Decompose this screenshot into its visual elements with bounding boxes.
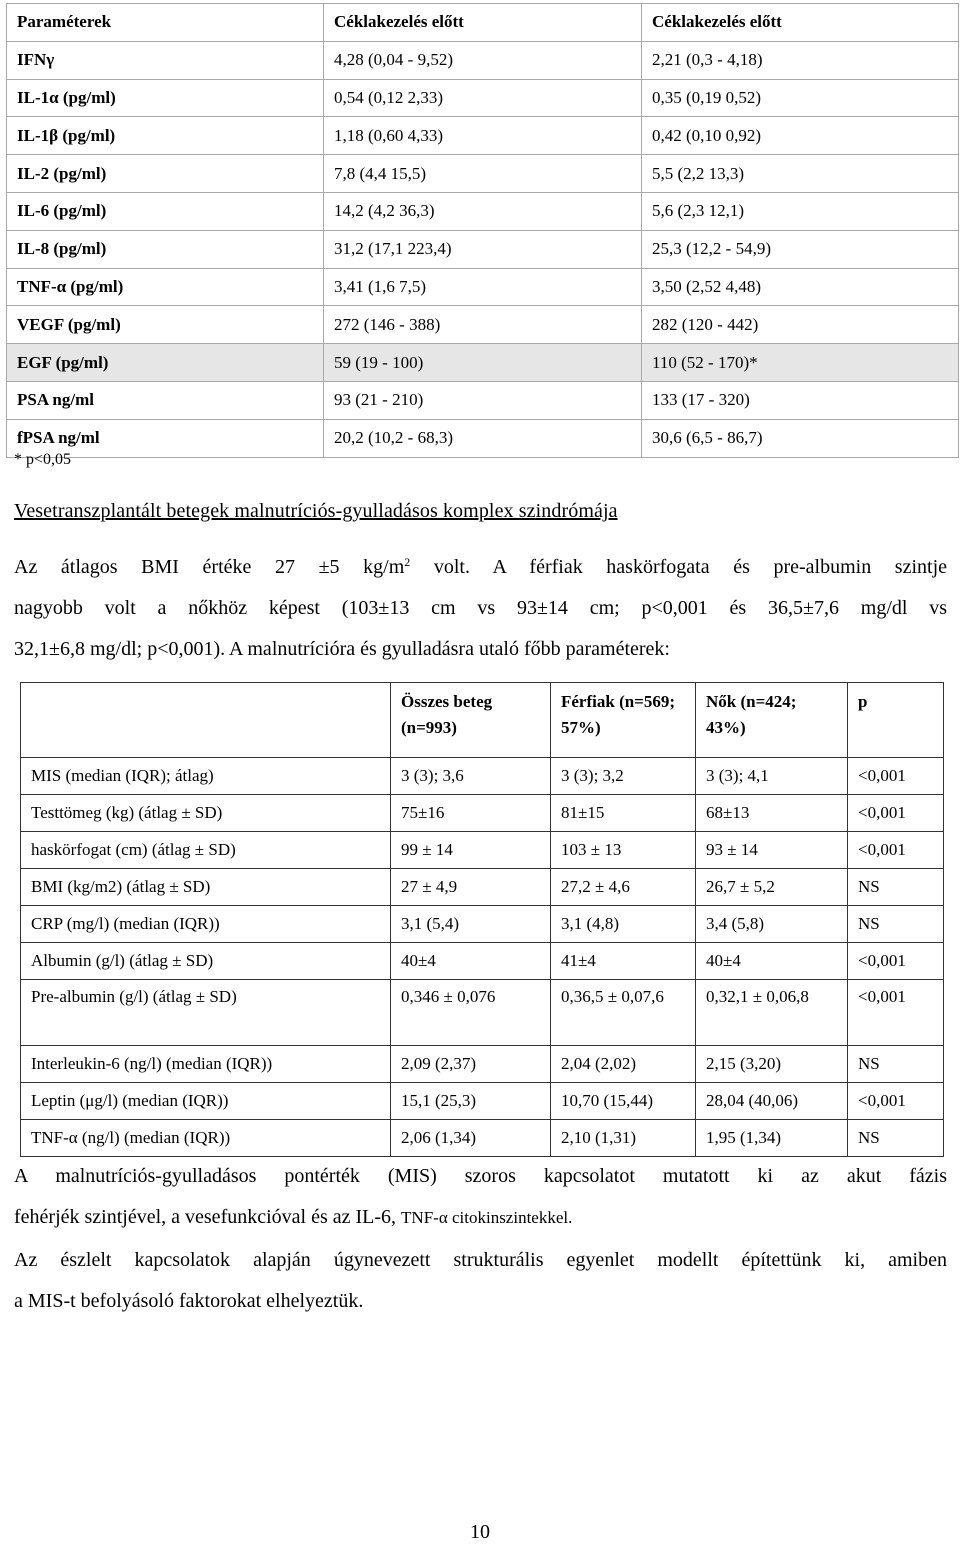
parameter-cell: Interleukin-6 (ng/l) (median (IQR)) (21, 1046, 391, 1083)
table-row (21, 758, 944, 795)
paragraph-mis (14, 1156, 947, 1238)
table-row (7, 268, 959, 306)
value-cell: 25,3 (12,2 - 54,9) (642, 230, 959, 268)
text-segment: volt. A férfiak haskörfogata és pre-albumin szintje (410, 556, 947, 578)
superscript: 2 (404, 555, 411, 569)
value-cell: 28,04 (40,06) (696, 1083, 848, 1120)
value-cell: 10,70 (15,44) (551, 1083, 696, 1120)
text-segment: TNF-α citokinszintekkel. (401, 1208, 573, 1227)
paragraph-line (14, 547, 947, 588)
value-cell: 20,2 (10,2 - 68,3) (324, 419, 642, 457)
table-row (7, 192, 959, 230)
table-row (21, 795, 944, 832)
value-cell: 272 (146 - 388) (324, 306, 642, 344)
parameter-cell: Testtömeg (kg) (átlag ± SD) (21, 795, 391, 832)
value-cell: 2,10 (1,31) (551, 1120, 696, 1157)
table-row-highlighted (7, 344, 959, 382)
value-cell: 1,95 (1,34) (696, 1120, 848, 1157)
value-cell: 2,04 (2,02) (551, 1046, 696, 1083)
table-row (7, 155, 959, 193)
table-row (7, 117, 959, 155)
paragraph-line: a MIS-t befolyásoló faktorokat elhelyeztük. (14, 1290, 364, 1312)
table-row (21, 943, 944, 980)
table-row (7, 79, 959, 117)
table-row (7, 230, 959, 268)
parameter-cell: TNF-α (pg/ml) (7, 268, 324, 306)
value-cell: 3,1 (5,4) (391, 906, 551, 943)
parameter-cell: PSA ng/ml (7, 381, 324, 419)
paragraph-line: nagyobb volt a nőkhöz képest (103±13 cm vs 93±14 cm; p<0,001 és 36,5±7,6 mg/dl vs (14, 597, 947, 619)
table-row (21, 832, 944, 869)
value-cell: 133 (17 - 320) (642, 381, 959, 419)
table-row (7, 41, 959, 79)
table-row (21, 1046, 944, 1083)
value-cell: 282 (120 - 442) (642, 306, 959, 344)
value-cell: 0,346 ± 0,076 (391, 980, 551, 1046)
value-cell: 3 (3); 4,1 (696, 758, 848, 795)
table-row (21, 980, 944, 1046)
value-cell: 27,2 ± 4,6 (551, 869, 696, 906)
parameter-cell: BMI (kg/m2) (átlag ± SD) (21, 869, 391, 906)
value-cell: 103 ± 13 (551, 832, 696, 869)
value-cell: 30,6 (6,5 - 86,7) (642, 419, 959, 457)
table-row (7, 381, 959, 419)
parameter-cell: IL-1α (pg/ml) (7, 79, 324, 117)
value-cell: 26,7 ± 5,2 (696, 869, 848, 906)
parameter-cell: IL-6 (pg/ml) (7, 192, 324, 230)
section-heading: Vesetranszplantált betegek malnutríciós-gyulladásos komplex szindrómája (14, 500, 618, 522)
value-cell: 3 (3); 3,2 (551, 758, 696, 795)
header-cell: Céklakezelés előtt (324, 4, 642, 42)
header-cell: Céklakezelés előtt (642, 4, 959, 42)
value-cell: 0,36,5 ± 0,07,6 (551, 980, 696, 1046)
p-value-cell: <0,001 (848, 943, 944, 980)
value-cell: 110 (52 - 170)* (642, 344, 959, 382)
paragraph-line: Az észlelt kapcsolatok alapján úgynevezett strukturális egyenlet modellt építettünk ki, amiben (14, 1249, 947, 1271)
p-value-cell: NS (848, 906, 944, 943)
value-cell: 2,06 (1,34) (391, 1120, 551, 1157)
p-value-cell: NS (848, 869, 944, 906)
header-cell (21, 683, 391, 758)
parameter-cell: fPSA ng/ml (7, 419, 324, 457)
value-cell: 31,2 (17,1 223,4) (324, 230, 642, 268)
value-cell: 4,28 (0,04 - 9,52) (324, 41, 642, 79)
value-cell: 40±4 (391, 943, 551, 980)
parameter-cell: Albumin (g/l) (átlag ± SD) (21, 943, 391, 980)
cytokine-table (6, 3, 959, 458)
value-cell: 3 (3); 3,6 (391, 758, 551, 795)
parameter-cell: haskörfogat (cm) (átlag ± SD) (21, 832, 391, 869)
p-value-cell: <0,001 (848, 832, 944, 869)
value-cell: 41±4 (551, 943, 696, 980)
paragraph-bmi (14, 547, 947, 670)
paragraph-line: 32,1±6,8 mg/dl; p<0,001). A malnutrícióra és gyulladásra utaló főbb paraméterek: (14, 638, 670, 660)
value-cell: 0,35 (0,19 0,52) (642, 79, 959, 117)
value-cell: 3,4 (5,8) (696, 906, 848, 943)
value-cell: 0,54 (0,12 2,33) (324, 79, 642, 117)
table-row (7, 419, 959, 457)
value-cell: 2,09 (2,37) (391, 1046, 551, 1083)
value-cell: 3,1 (4,8) (551, 906, 696, 943)
value-cell: 93 ± 14 (696, 832, 848, 869)
table-row (21, 1120, 944, 1157)
value-cell: 2,21 (0,3 - 4,18) (642, 41, 959, 79)
header-cell: Nők (n=424; 43%) (696, 683, 848, 758)
parameter-cell: VEGF (pg/ml) (7, 306, 324, 344)
p-value-cell: <0,001 (848, 980, 944, 1046)
value-cell: 1,18 (0,60 4,33) (324, 117, 642, 155)
p-value-cell: <0,001 (848, 758, 944, 795)
text-segment: fehérjék szintjével, a vesefunkcióval és az IL-6, (14, 1206, 402, 1228)
paragraph-model (14, 1240, 947, 1322)
table-header-row (21, 683, 944, 758)
malnutrition-table (20, 682, 944, 1157)
value-cell: 40±4 (696, 943, 848, 980)
parameter-cell: IL-2 (pg/ml) (7, 155, 324, 193)
table-row (7, 306, 959, 344)
table-footnote: * p<0,05 (14, 451, 72, 468)
parameter-cell: MIS (median (IQR); átlag) (21, 758, 391, 795)
value-cell: 2,15 (3,20) (696, 1046, 848, 1083)
paragraph-line (14, 1197, 947, 1238)
text-segment: Az átlagos BMI értéke 27 ±5 kg/m (14, 556, 405, 578)
table-header-row (7, 4, 959, 42)
parameter-cell: TNF-α (ng/l) (median (IQR)) (21, 1120, 391, 1157)
header-cell: Összes beteg (n=993) (391, 683, 551, 758)
parameter-cell: IL-1β (pg/ml) (7, 117, 324, 155)
table-row (21, 906, 944, 943)
p-value-cell: NS (848, 1046, 944, 1083)
value-cell: 93 (21 - 210) (324, 381, 642, 419)
value-cell: 5,5 (2,2 13,3) (642, 155, 959, 193)
paragraph-line: A malnutríciós-gyulladásos pontérték (MIS) szoros kapcsolatot mutatott ki az akut fázis (14, 1165, 947, 1187)
value-cell: 27 ± 4,9 (391, 869, 551, 906)
table-row (21, 869, 944, 906)
header-cell: Paraméterek (7, 4, 324, 42)
value-cell: 59 (19 - 100) (324, 344, 642, 382)
value-cell: 81±15 (551, 795, 696, 832)
p-value-cell: <0,001 (848, 795, 944, 832)
table-row (21, 1083, 944, 1120)
value-cell: 14,2 (4,2 36,3) (324, 192, 642, 230)
parameter-cell: Pre-albumin (g/l) (átlag ± SD) (21, 980, 391, 1046)
parameter-cell: IFNγ (7, 41, 324, 79)
value-cell: 68±13 (696, 795, 848, 832)
value-cell: 7,8 (4,4 15,5) (324, 155, 642, 193)
p-value-cell: NS (848, 1120, 944, 1157)
value-cell: 3,50 (2,52 4,48) (642, 268, 959, 306)
page-number: 10 (470, 1521, 490, 1543)
value-cell: 0,42 (0,10 0,92) (642, 117, 959, 155)
parameter-cell: CRP (mg/l) (median (IQR)) (21, 906, 391, 943)
parameter-cell: IL-8 (pg/ml) (7, 230, 324, 268)
value-cell: 75±16 (391, 795, 551, 832)
value-cell: 99 ± 14 (391, 832, 551, 869)
header-cell: p (848, 683, 944, 758)
parameter-cell: Leptin (μg/l) (median (IQR)) (21, 1083, 391, 1120)
value-cell: 5,6 (2,3 12,1) (642, 192, 959, 230)
parameter-cell: EGF (pg/ml) (7, 344, 324, 382)
header-cell: Férfiak (n=569; 57%) (551, 683, 696, 758)
value-cell: 0,32,1 ± 0,06,8 (696, 980, 848, 1046)
p-value-cell: <0,001 (848, 1083, 944, 1120)
value-cell: 3,41 (1,6 7,5) (324, 268, 642, 306)
value-cell: 15,1 (25,3) (391, 1083, 551, 1120)
